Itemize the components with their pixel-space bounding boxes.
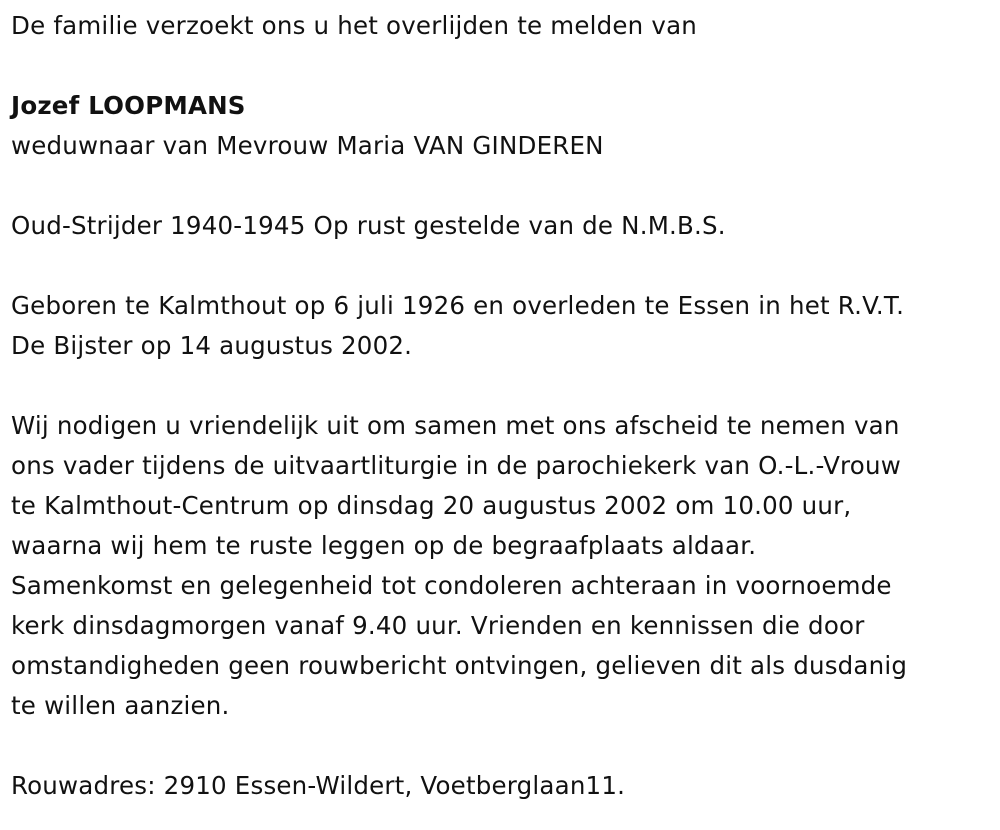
deceased-relation: weduwnaar van Mevrouw Maria VAN GINDEREN: [11, 131, 604, 160]
paragraph-line: kerk dinsdagmorgen vanaf 9.40 uur. Vrienden en kennissen die door: [11, 611, 865, 640]
spacer: [11, 366, 986, 406]
intro-text: De familie verzoekt ons u het overlijden te melden van: [11, 11, 698, 40]
paragraph-line: waarna wij hem te ruste leggen op de begraafplaats aldaar.: [11, 531, 757, 560]
spacer: [11, 46, 986, 86]
paragraph-line: Wij nodigen u vriendelijk uit om samen met ons afscheid te nemen van: [11, 411, 900, 440]
deceased-name: Jozef LOOPMANS: [11, 91, 246, 120]
paragraph-line: Geboren te Kalmthout op 6 juli 1926 en overleden te Essen in het R.V.T.: [11, 291, 905, 320]
spacer: [11, 246, 986, 286]
paragraph-line: Samenkomst en gelegenheid tot condoleren achteraan in voornoemde: [11, 571, 892, 600]
spacer: [11, 726, 986, 766]
paragraph-line: te willen aanzien.: [11, 691, 230, 720]
deceased-titles: Oud-Strijder 1940-1945 Op rust gestelde van de N.M.B.S.: [11, 211, 726, 240]
paragraph-line: ons vader tijdens de uitvaartliturgie in de parochiekerk van O.-L.-Vrouw: [11, 451, 901, 480]
paragraph-line: te Kalmthout-Centrum op dinsdag 20 augustus 2002 om 10.00 uur,: [11, 491, 852, 520]
paragraph-line: De Bijster op 14 augustus 2002.: [11, 331, 413, 360]
invitation-paragraph: [11, 406, 986, 726]
paragraph-line: omstandigheden geen rouwbericht ontvingen, gelieven dit als dusdanig: [11, 651, 908, 680]
obituary-notice: [11, 6, 986, 806]
birth-death-paragraph: [11, 286, 986, 366]
mourning-address: Rouwadres: 2910 Essen-Wildert, Voetberglaan11.: [11, 771, 626, 800]
spacer: [11, 166, 986, 206]
